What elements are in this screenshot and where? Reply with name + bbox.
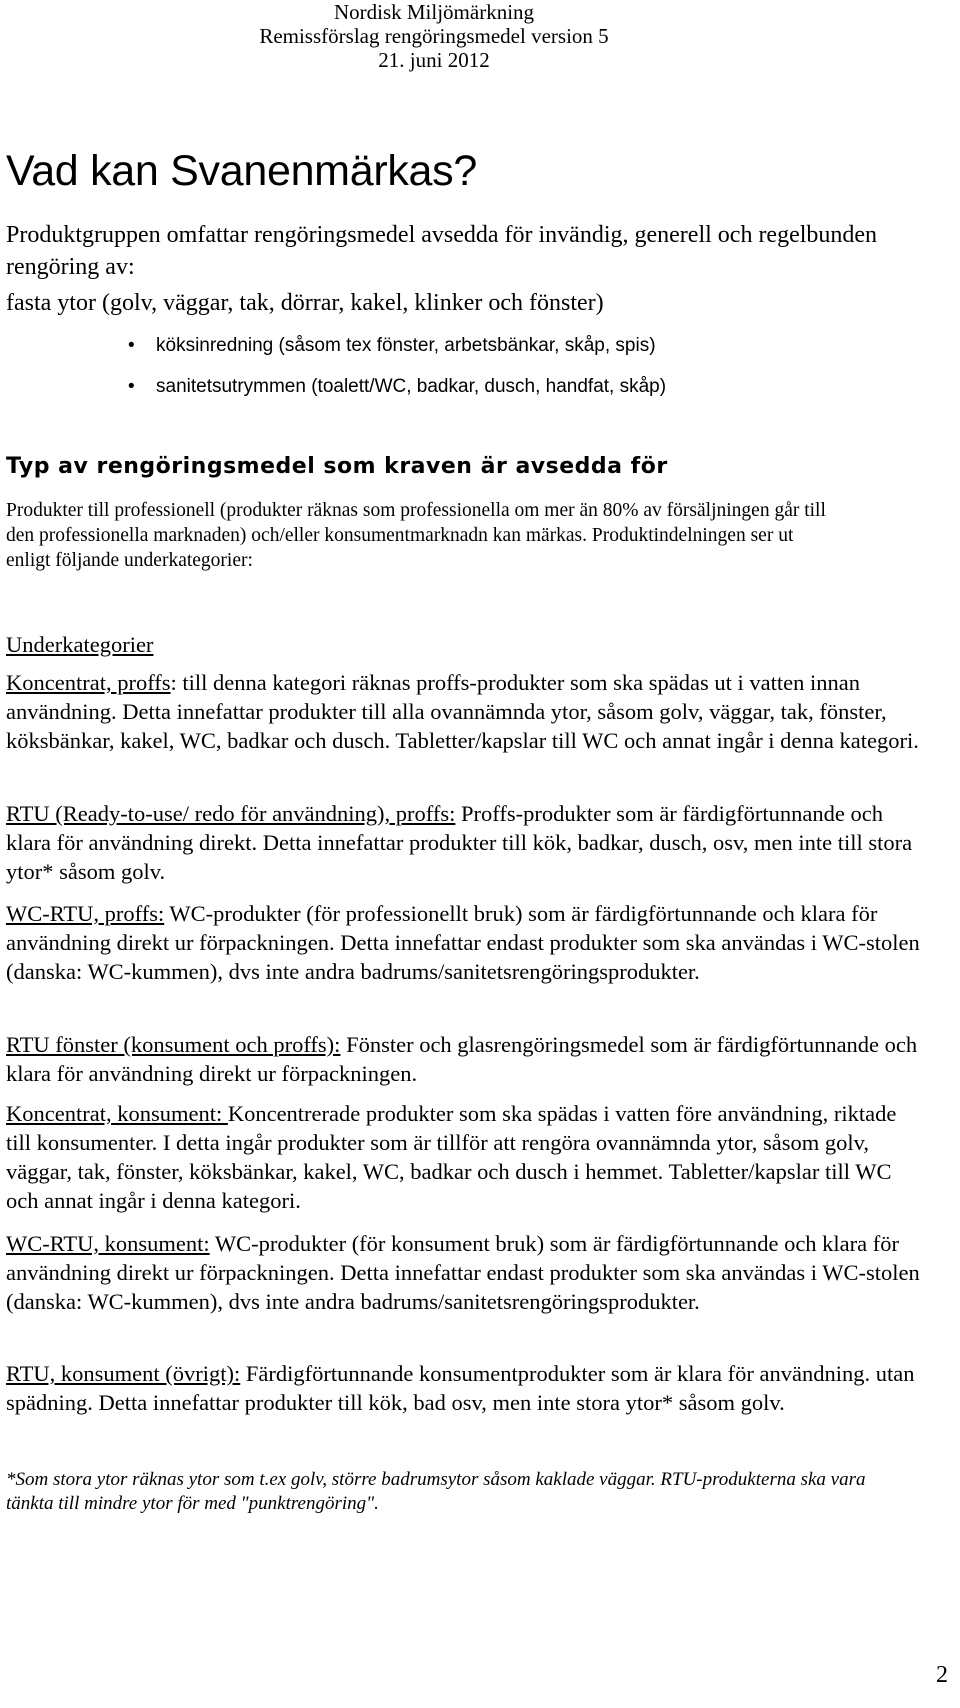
page-number: 2 <box>936 1662 948 1688</box>
subcategory-text: Proffs-produkter som är färdigförtunnande och klara för användning direkt. Detta innefattar produkter till kök, badkar, dusch, osv, men inte till stora ytor* såsom golv. <box>6 801 913 884</box>
subcategory-concentrate-pro <box>6 668 926 755</box>
subcategory-label: RTU, konsument (övrigt): <box>6 1361 241 1386</box>
header-date: 21. juni 2012 <box>378 48 490 72</box>
subcategory-rtu-window <box>6 1030 926 1088</box>
subcategory-text: WC-produkter (för professionellt bruk) som är färdigförtunnande och klara för användning direkt ur förpackningen. Detta innefattar endast produkter som ska användas i WC-stolen (danska: WC-kummen), dvs inte andra badrums/sanitetsrengöringsprodukter. <box>6 901 920 984</box>
header-doc-title: Remissförslag rengöringsmedel version 5 <box>259 24 609 48</box>
subcategory-text: : till denna kategori räknas proffs-produkter som ska spädas ut i vatten innan användning. Detta innefattar produkter till alla ovannämnda ytor, såsom golv, väggar, tak, fönster, köksbänkar, kakel, WC, badkar och dusch. Tabletter/kapslar till WC och annat ingår i denna kategori. <box>6 670 919 753</box>
subcategories-heading <box>6 630 926 659</box>
subcategory-concentrate-consumer <box>6 1099 926 1215</box>
list-item: • köksinredning (såsom tex fönster, arbetsbänkar, skåp, spis) <box>128 331 666 372</box>
section-title: Typ av rengöringsmedel som kraven är avsedda för <box>6 454 668 479</box>
list-item: • sanitetsutrymmen (toalett/WC, badkar, dusch, handfat, skåp) <box>128 372 666 413</box>
footnote: *Som stora ytor räknas ytor som t.ex golv, större badrumsytor såsom kaklade väggar. RTU-produkterna ska vara tänkta till mindre ytor för med "punktrengöring". <box>6 1469 866 1514</box>
bullet-list <box>128 331 666 413</box>
subcategory-label: Koncentrat, konsument: <box>6 1101 228 1126</box>
subcategory-label: WC-RTU, konsument: <box>6 1231 210 1256</box>
subcategory-text: Fönster och glasrengöringsmedel som är färdigförtunnande och klara för användning direkt ur förpackningen. <box>6 1032 918 1086</box>
professional-paragraph: Produkter till professionell (produkter räknas som professionella om mer än 80% av försäljningen går till den professionella marknaden) och/eller konsumentmarknadn kan märkas. Produktindelningen ser ut enligt följande underkategorier: <box>6 500 826 571</box>
subcategories-heading-text: Underkategorier <box>6 632 154 657</box>
intro-paragraph: Produktgruppen omfattar rengöringsmedel avsedda för invändig, generell och regelbunden rengöring av: <box>6 222 878 280</box>
subcategory-label: RTU fönster (konsument och proffs): <box>6 1032 341 1057</box>
header-org: Nordisk Miljömärkning <box>333 0 535 24</box>
subcategory-rtu-consumer-other <box>6 1359 926 1417</box>
subcategory-label: WC-RTU, proffs: <box>6 901 165 926</box>
surfaces-line: fasta ytor (golv, väggar, tak, dörrar, kakel, klinker och fönster) <box>6 290 604 316</box>
subcategory-wc-rtu-pro <box>6 899 926 986</box>
subcategory-label: RTU (Ready-to-use/ redo för användning), proffs: <box>6 801 456 826</box>
subcategory-text: Färdigförtunnande konsumentprodukter som är klara för användning. utan spädning. Detta innefattar produkter till kök, bad osv, men inte stora ytor* såsom golv. <box>6 1361 915 1415</box>
subcategory-rtu-pro <box>6 799 926 886</box>
subcategory-wc-rtu-consumer <box>6 1229 926 1316</box>
page-header <box>0 0 960 72</box>
page-title: Vad kan Svanenmärkas? <box>6 147 477 195</box>
subcategory-text: Koncentrerade produkter som ska spädas i vatten före användning, riktade till konsumenter. I detta ingår produkter som är tillför att rengöra ovannämnda ytor, såsom golv, väggar, tak, fönster, köksbänkar, kakel, WC, badkar och dusch i hemmet. Tabletter/kapslar till WC och annat ingår i denna kategori. <box>6 1101 897 1213</box>
subcategory-text: WC-produkter (för konsument bruk) som är färdigförtunnande och klara för användning direkt ur förpackningen. Detta innefattar endast produkter som ska användas i WC-stolen (danska: WC-kummen), dvs inte andra badrums/sanitetsrengöringsprodukter. <box>6 1231 920 1314</box>
subcategory-label: Koncentrat, proffs <box>6 670 171 695</box>
